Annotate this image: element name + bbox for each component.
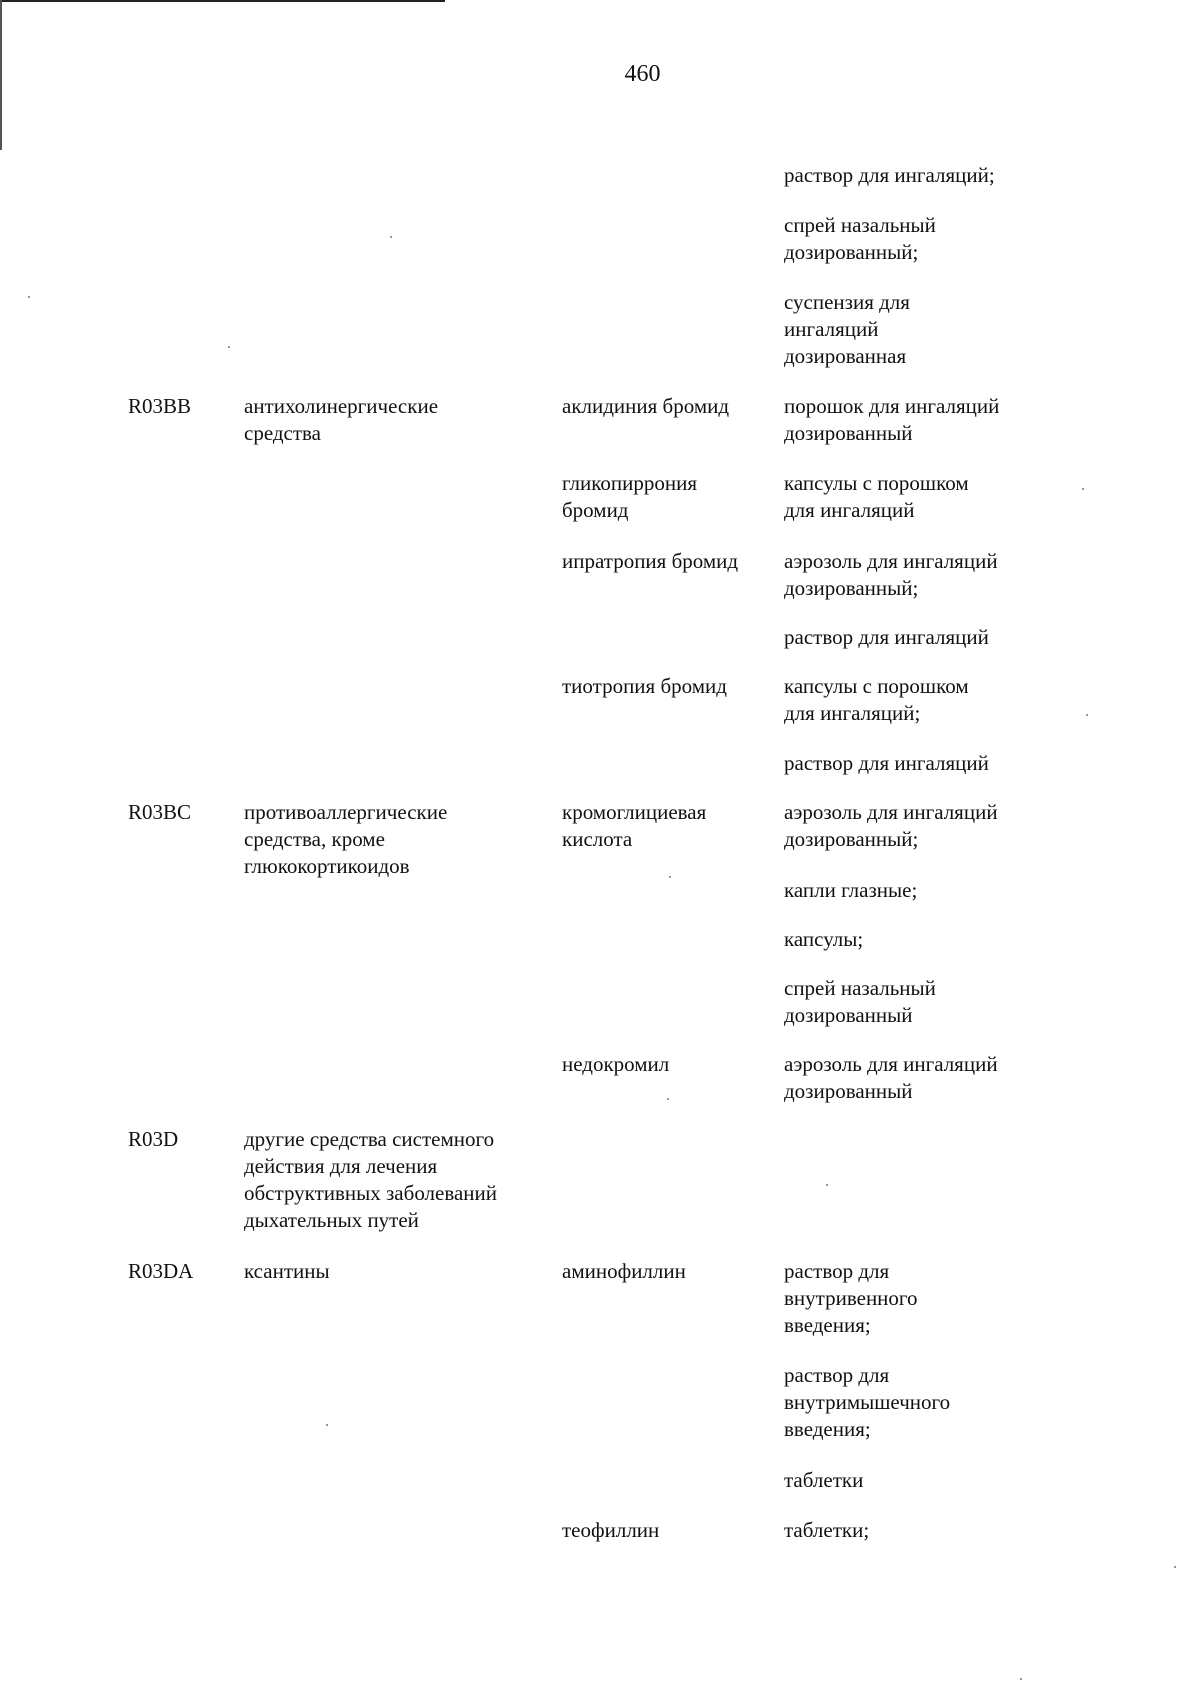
group-cell: противоаллергические средства, кроме глюкокортикоидов bbox=[244, 800, 448, 878]
drug-cell: аминофиллин bbox=[562, 1259, 686, 1283]
atc-code-cell: R03BB bbox=[128, 394, 192, 418]
scan-speck bbox=[669, 876, 671, 878]
group-cell: ксантины bbox=[244, 1259, 330, 1283]
drug-cell: кромоглициевая кислота bbox=[562, 800, 707, 851]
group-cell: антихолинергические средства bbox=[244, 394, 439, 445]
scan-speck bbox=[1086, 714, 1088, 716]
form-cell: капсулы с порошком для ингаляций; bbox=[784, 674, 969, 725]
page-number: 460 bbox=[624, 61, 661, 87]
scan-speck bbox=[228, 346, 230, 348]
form-cell: аэрозоль для ингаляций дозированный bbox=[784, 1052, 998, 1103]
drug-cell: недокромил bbox=[562, 1052, 670, 1076]
form-cell: таблетки bbox=[784, 1468, 864, 1492]
drug-cell: гликопиррония бромид bbox=[562, 471, 698, 522]
form-cell: раствор для внутривенного введения; bbox=[784, 1259, 918, 1337]
form-cell: раствор для ингаляций bbox=[784, 751, 989, 775]
scan-speck bbox=[1020, 1678, 1022, 1680]
scan-edge-top bbox=[0, 0, 445, 2]
form-cell: капли глазные; bbox=[784, 878, 918, 902]
atc-code-cell: R03D bbox=[128, 1127, 179, 1151]
form-cell: раствор для внутримышечного введения; bbox=[784, 1363, 951, 1441]
form-cell: таблетки; bbox=[784, 1518, 870, 1542]
atc-code-cell: R03DA bbox=[128, 1259, 194, 1283]
scan-speck bbox=[667, 1098, 669, 1100]
drug-cell: аклидиния бромид bbox=[562, 394, 730, 418]
scan-speck bbox=[826, 1184, 828, 1186]
scan-speck bbox=[390, 236, 392, 238]
form-cell: раствор для ингаляций; bbox=[784, 163, 995, 187]
form-cell: раствор для ингаляций bbox=[784, 625, 989, 649]
scan-speck bbox=[28, 296, 30, 298]
form-cell: спрей назальный дозированный; bbox=[784, 213, 936, 264]
drug-cell: тиотропия бромид bbox=[562, 674, 727, 698]
form-cell: аэрозоль для ингаляций дозированный; bbox=[784, 800, 998, 851]
scan-speck bbox=[1174, 1566, 1176, 1568]
form-cell: порошок для ингаляций дозированный bbox=[784, 394, 1000, 445]
form-cell: спрей назальный дозированный bbox=[784, 976, 936, 1027]
atc-code-cell: R03BC bbox=[128, 800, 192, 824]
form-cell: аэрозоль для ингаляций дозированный; bbox=[784, 549, 998, 600]
form-cell: капсулы с порошком для ингаляций bbox=[784, 471, 969, 522]
form-cell: суспензия для ингаляций дозированная bbox=[784, 290, 910, 368]
drug-cell: ипратропия бромид bbox=[562, 549, 739, 573]
scan-speck bbox=[326, 1424, 328, 1426]
scan-speck bbox=[1082, 488, 1084, 490]
group-cell: другие средства системного действия для лечения обструктивных заболеваний дыхательных путей bbox=[244, 1127, 498, 1232]
form-cell: капсулы; bbox=[784, 927, 864, 951]
drug-cell: теофиллин bbox=[562, 1518, 660, 1542]
